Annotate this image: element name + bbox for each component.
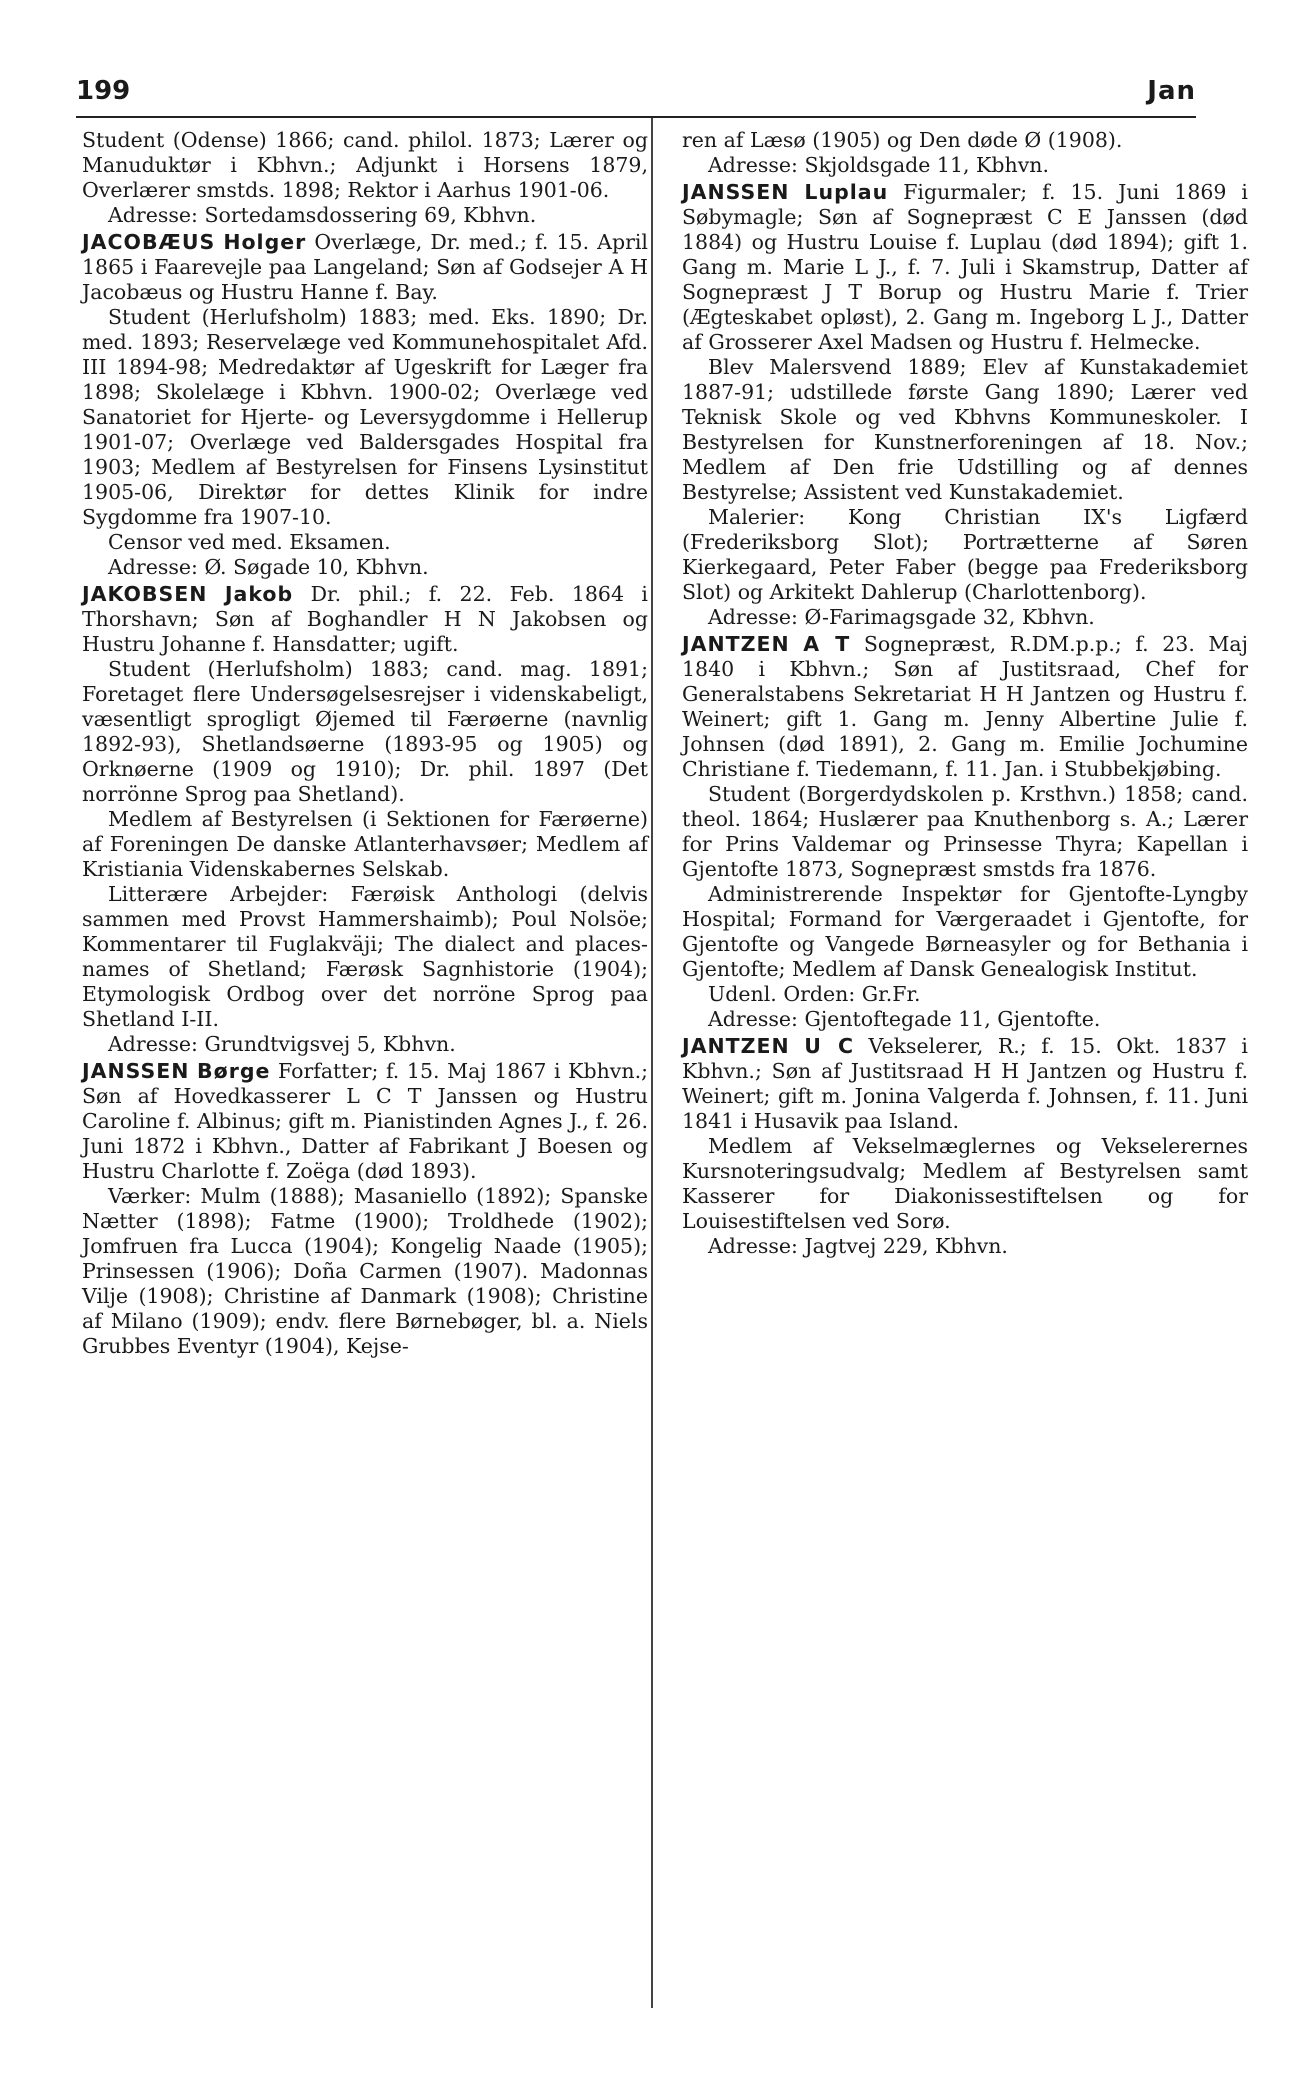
- person-surname: JANTZEN: [682, 632, 790, 656]
- entry-cont-right: [682, 128, 1248, 178]
- entry-jacobaeus: [82, 230, 648, 580]
- entry-jantzen-uc: [682, 1034, 1248, 1259]
- entry-paragraph: Værker: Mulm (1888); Masaniello (1892); Spanske Nætter (1898); Fatme (1900); Troldhede (1902); Jomfruen fra Lucca (1904); Kongelig Naade (1905); Prinsessen (1906); Doña Carmen (1907). Madonnas Vilje (1908); Christine af Danmark (1908); Christine af Milano (1909); endv. flere Børnebøger, bl. a. Niels Grubbes Eventyr (1904), Kejse-: [82, 1184, 648, 1358]
- running-head: Jan: [1147, 76, 1196, 106]
- entry-paragraph: Adresse: Ø-Farimagsgade 32, Kbhvn.: [708, 605, 1095, 629]
- header-rule: [76, 116, 1196, 118]
- entry-paragraph: Adresse: Jagtvej 229, Kbhvn.: [708, 1234, 1008, 1258]
- entry-intro-text: Overlæge, Dr. med.; f. 15. April 1865 i Faarevejle paa Langeland; Søn af Godsejer A H Jacobæus og Hustru Hanne f. Bay.: [82, 230, 648, 304]
- entry-heading: [82, 1059, 648, 1184]
- entry-paragraph: Student (Odense) 1866; cand. philol. 1873; Lærer og Manuduktør i Kbhvn.; Adjunkt i Horsens 1879, Overlærer smstds. 1898; Rektor i Aarhus 1901-06.: [82, 128, 648, 202]
- entry-paragraph: Administrerende Inspektør for Gjentofte-Lyngby Hospital; Formand for Værgeraadet i Gjentofte, for Gjentofte og Vangede Børneasyler og for Bethania i Gjentofte; Medlem af Dansk Genealogisk Institut.: [682, 882, 1248, 981]
- entry-paragraph: Medlem af Vekselmæglernes og Vekselerernes Kursnoteringsudvalg; Medlem af Bestyrelsen samt Kasserer for Diakonissestiftelsen og for Louisestiftelsen ved Sorø.: [682, 1134, 1248, 1233]
- person-given-name: A T: [803, 632, 851, 656]
- entry-paragraph: Udenl. Orden: Gr.Fr.: [708, 982, 921, 1006]
- entry-paragraph: Medlem af Bestyrelsen (i Sektionen for Færøerne) af Foreningen De danske Atlanterhavsøer; Medlem af Kristiania Videnskabernes Selskab.: [82, 807, 648, 881]
- entry-paragraph: Adresse: Ø. Søgade 10, Kbhvn.: [108, 555, 429, 579]
- entry-intro-text: Dr. phil.; f. 22. Feb. 1864 i Thorshavn; Søn af Boghandler H N Jakobsen og Hustru Johanne f. Hansdatter; ugift.: [82, 582, 648, 656]
- entry-intro-text: Vekselerer, R.; f. 15. Okt. 1837 i Kbhvn.; Søn af Justitsraad H H Jantzen og Hustru f. Weinert; gift m. Jonina Valgerda f. Johnsen, f. 11. Juni 1841 i Husavik paa Island.: [682, 1034, 1248, 1133]
- entry-paragraph: Student (Borgerdydskolen p. Krsthvn.) 1858; cand. theol. 1864; Huslærer paa Knuthenborg s. A.; Lærer for Prins Valdemar og Prinsesse Thyra; Kapellan i Gjentofte 1873, Sognepræst smstds fra 1876.: [682, 782, 1248, 881]
- entry-paragraph: ren af Læsø (1905) og Den døde Ø (1908).: [682, 128, 1123, 152]
- person-surname: JAKOBSEN: [82, 582, 208, 606]
- person-given-name: Luplau: [804, 180, 889, 204]
- person-surname: JANSSEN: [682, 180, 790, 204]
- entry-janssen-luplau: [682, 180, 1248, 630]
- entry-heading: [82, 582, 648, 657]
- entry-heading: [682, 632, 1248, 782]
- entry-paragraph: Censor ved med. Eksamen.: [108, 530, 391, 554]
- person-surname: JANTZEN: [682, 1034, 790, 1058]
- person-given-name: Børge: [197, 1059, 271, 1083]
- person-given-name: Jakob: [224, 582, 294, 606]
- entry-paragraph: Adresse: Sortedamsdossering 69, Kbhvn.: [108, 203, 537, 227]
- entry-janssen-borge: [82, 1059, 648, 1359]
- entry-intro-text: Forfatter; f. 15. Maj 1867 i Kbhvn.; Søn af Hovedkasserer L C T Janssen og Hustru Caroline f. Albinus; gift m. Pianistinden Agnes J., f. 26. Juni 1872 i Kbhvn., Datter af Fabrikant J Boesen og Hustru Charlotte f. Zoëga (død 1893).: [82, 1059, 648, 1183]
- entry-jakobsen: [82, 582, 648, 1057]
- entry-intro-text: Figurmaler; f. 15. Juni 1869 i Søbymagle; Søn af Sognepræst C E Janssen (død 1884) og Hustru Louise f. Luplau (død 1894); gift 1. Gang m. Marie L J., f. 7. Juli i Skamstrup, Datter af Sognepræst J T Borup og Hustru Marie f. Trier (Ægteskabet opløst), 2. Gang m. Ingeborg L J., Datter af Grosserer Axel Madsen og Hustru f. Helmecke.: [682, 180, 1248, 354]
- entry-paragraph: Student (Herlufsholm) 1883; cand. mag. 1891; Foretaget flere Undersøgelsesrejser i videnskabeligt, væsentligt sprogligt Øjemed til Færøerne (navnlig 1892-93), Shetlandsøerne (1893-95 og 1905) og Orknøerne (1909 og 1910); Dr. phil. 1897 (Det norrönne Sprog paa Shetland).: [82, 657, 648, 806]
- entry-paragraph: Litterære Arbejder: Færøisk Anthologi (delvis sammen med Provst Hammershaimb); Poul Nolsöe; Kommentarer til Fuglakväji; The dialect and places-names of Shetland; Færøsk Sagnhistorie (1904); Etymologisk Ordbog over det norröne Sprog paa Shetland I-II.: [82, 882, 648, 1031]
- entry-paragraph: Adresse: Skjoldsgade 11, Kbhvn.: [708, 153, 1049, 177]
- entry-paragraph: Adresse: Gjentoftegade 11, Gjentofte.: [708, 1007, 1101, 1031]
- person-surname: JACOBÆUS: [82, 230, 216, 254]
- entry-paragraph: Malerier: Kong Christian IX's Ligfærd (Frederiksborg Slot); Portrætterne af Søren Kierkegaard, Peter Faber (begge paa Frederiksborg Slot) og Arkitekt Dahlerup (Charlottenborg).: [682, 505, 1248, 604]
- left-column: [82, 128, 648, 1359]
- entry-heading: [82, 230, 648, 305]
- entry-heading: [682, 1034, 1248, 1134]
- entry-paragraph: Blev Malersvend 1889; Elev af Kunstakademiet 1887-91; udstillede første Gang 1890; Lærer ved Teknisk Skole og ved Kbhvns Kommuneskoler. I Bestyrelsen for Kunstnerforeningen af 18. Nov.; Medlem af Den frie Udstilling og af dennes Bestyrelse; Assistent ved Kunstakademiet.: [682, 355, 1248, 504]
- person-given-name: Holger: [223, 230, 307, 254]
- person-given-name: U C: [804, 1034, 855, 1058]
- entry-cont-top: [82, 128, 648, 228]
- right-column: [682, 128, 1248, 1259]
- entry-heading: [682, 180, 1248, 355]
- page-number: 199: [76, 76, 131, 106]
- entry-jantzen-at: [682, 632, 1248, 1032]
- column-divider: [651, 118, 653, 2008]
- entry-paragraph: Adresse: Grundtvigsvej 5, Kbhvn.: [108, 1032, 456, 1056]
- entry-paragraph: Student (Herlufsholm) 1883; med. Eks. 1890; Dr. med. 1893; Reservelæge ved Kommunehospitalet Afd. III 1894-98; Medredaktør af Ugeskrift for Læger fra 1898; Skolelæge i Kbhvn. 1900-02; Overlæge ved Sanatoriet for Hjerte- og Leversygdomme i Hellerup 1901-07; Overlæge ved Baldersgades Hospital fra 1903; Medlem af Bestyrelsen for Finsens Lysinstitut 1905-06, Direktør for dettes Klinik for indre Sygdomme fra 1907-10.: [82, 305, 648, 529]
- entry-intro-text: Sognepræst, R.DM.p.p.; f. 23. Maj 1840 i Kbhvn.; Søn af Justitsraad, Chef for Generalstabens Sekretariat H H Jantzen og Hustru f. Weinert; gift 1. Gang m. Jenny Albertine Julie f. Johnsen (død 1891), 2. Gang m. Emilie Jochumine Christiane f. Tiedemann, f. 11. Jan. i Stubbekjøbing.: [682, 632, 1248, 781]
- person-surname: JANSSEN: [82, 1059, 190, 1083]
